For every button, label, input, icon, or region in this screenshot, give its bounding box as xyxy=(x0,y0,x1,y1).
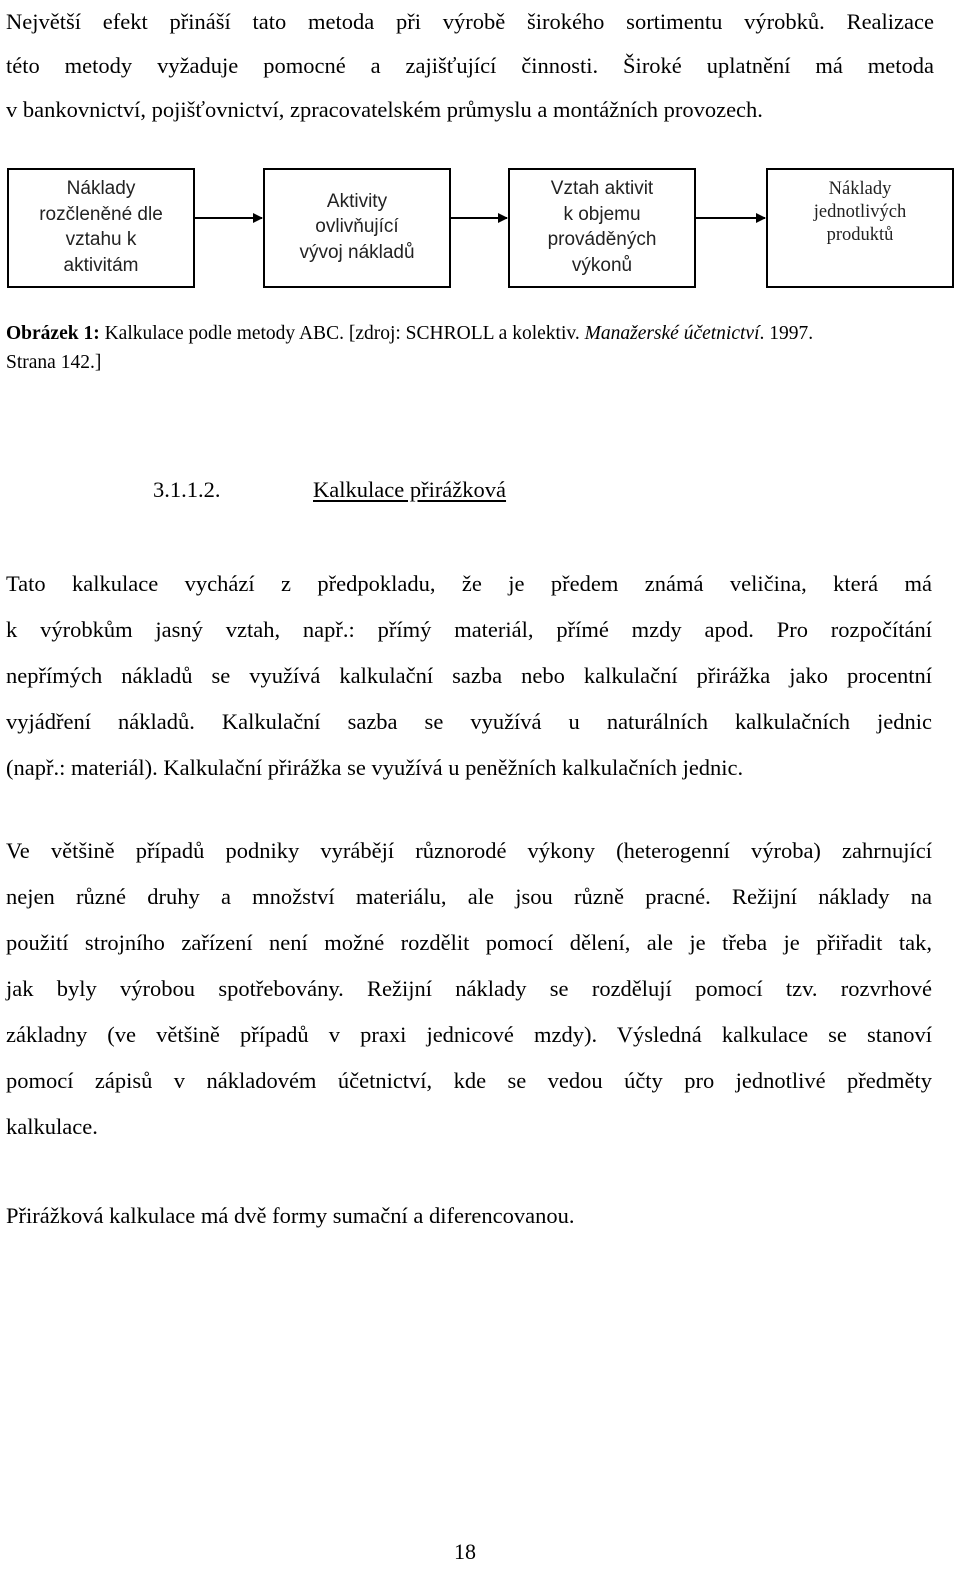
paragraph-line: (např.: materiál). Kalkulační přirážka se využívá u peněžních kalkulačních jednic. xyxy=(6,755,744,780)
box-label: Náklady jednotlivých produktů xyxy=(813,179,907,245)
section-number: 3.1.1.2. xyxy=(153,477,221,502)
intro-paragraph xyxy=(6,0,934,132)
paragraph-line: Ve většině případů podniky vyrábějí různorodé výkony (heterogenní výroba) zahrnující xyxy=(6,838,932,863)
paragraph-line: pomocí zápisů v nákladovém účetnictví, kde se vedou účty pro jednotlivé předměty xyxy=(6,1068,932,1093)
paragraph-line: k výrobkům jasný vztah, např.: přímý materiál, přímé mzdy apod. Pro rozpočítání xyxy=(6,617,932,642)
caption-label: Obrázek 1: xyxy=(6,323,100,344)
caption-tail: . 1997. xyxy=(759,323,814,344)
paragraph-line: Přirážková kalkulace má dvě formy sumační a diferencovanou. xyxy=(6,1203,575,1228)
intro-line: Největší efekt přináší tato metoda při výrobě širokého sortimentu výrobků. Realizace xyxy=(6,9,934,34)
section-heading xyxy=(153,474,507,506)
caption-text: Kalkulace podle metody ABC. [zdroj: SCHROLL a kolektiv. xyxy=(99,323,585,344)
intro-line: této metody vyžaduje pomocné a zajišťující činnosti. Široké uplatnění má metoda xyxy=(6,53,934,78)
box-label: Aktivity ovlivňující vývoj nákladů xyxy=(299,190,415,263)
page-number: 18 xyxy=(454,1539,476,1564)
paragraph-overhead-allocation xyxy=(6,828,932,1150)
paragraph-line: základny (ve většině případů v praxi jednicové mzdy). Výsledná kalkulace se stanoví xyxy=(6,1022,932,1047)
box-label: Vztah aktivit k objemu prováděných výkonů xyxy=(547,178,657,276)
paragraph-line: kalkulace. xyxy=(6,1114,98,1139)
diagram-box-costs-by-activity xyxy=(7,168,195,288)
box-label: Náklady rozčleněné dle vztahu k aktivitám xyxy=(39,178,163,276)
caption-source-title: Manažerské účetnictví xyxy=(584,323,760,344)
paragraph-line: vyjádření nákladů. Kalkulační sazba se využívá u naturálních kalkulačních jednic xyxy=(6,709,932,734)
paragraph-line: nejen různé druhy a množství materiálu, ale jsou různě pracné. Režijní náklady na xyxy=(6,884,932,909)
diagram-box-product-costs xyxy=(766,168,954,288)
caption-line2: Strana 142.] xyxy=(6,352,102,373)
diagram-box-activity-volume xyxy=(508,168,696,288)
section-title: Kalkulace přirážková xyxy=(313,477,507,502)
paragraph-line: jak byly výrobou spotřebovány. Režijní náklady se rozdělují pomocí tzv. rozvrhové xyxy=(6,976,932,1001)
paragraph-line: nepřímých nákladů se využívá kalkulační sazba nebo kalkulační přirážka jako procentní xyxy=(6,663,932,688)
paragraph-line: Tato kalkulace vychází z předpokladu, že je předem známá veličina, která má xyxy=(6,571,932,596)
paragraph-line: použití strojního zařízení není možné rozdělit pomocí dělení, ale je třeba je přiřadit tak, xyxy=(6,930,932,955)
diagram-box-activities xyxy=(263,168,451,288)
paragraph-surcharge-basics xyxy=(6,561,932,791)
paragraph-forms xyxy=(6,1193,932,1239)
intro-line: v bankovnictví, pojišťovnictví, zpracovatelském průmyslu a montážních provozech. xyxy=(6,97,763,122)
figure-caption xyxy=(6,319,936,377)
